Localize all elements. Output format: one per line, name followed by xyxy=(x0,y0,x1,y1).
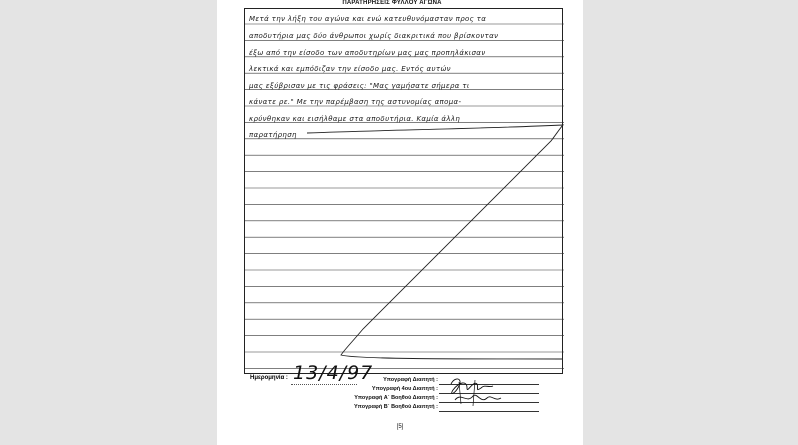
remarks-box xyxy=(244,8,563,374)
remarks-line: κάνατε ρε." Με την παρέμβαση της αστυνομίας απομα- xyxy=(249,98,462,106)
remarks-line: παρατήρηση xyxy=(249,131,297,139)
fourth-official-signature-label: Υπογραφή 4ου Διαιτητή : xyxy=(371,386,438,392)
remarks-line: αποδυτήρια μας δύο άνθρωποι χωρίς διακριτικά που βρίσκονταν xyxy=(249,32,499,40)
assistant-a-signature-label: Υπογραφή Α΄ Βοηθού Διαιτητή : xyxy=(354,395,438,401)
page-title: ΠΑΡΑΤΗΡΗΣΕΙΣ ΦΥΛΛΟΥ ΑΓΩΝΑ xyxy=(342,0,442,6)
remarks-line: μας εξύβρισαν με τις φράσεις: "Μας γαμήσατε σήμερα τι xyxy=(249,82,470,90)
assistant-b-signature-label: Υπογραφή Β΄ Βοηθού Διαιτητή : xyxy=(353,404,438,410)
remarks-line: έξω από την είσοδο των αποδυτηρίων μας μας προπηλάκισαν xyxy=(249,49,486,57)
match-report-page xyxy=(217,0,583,445)
signature-labels xyxy=(337,376,438,412)
remarks-line: Μετά την λήξη του αγώνα και ενώ κατευθυνόμασταν προς τα xyxy=(249,15,487,23)
page-number: [5] xyxy=(396,424,404,430)
date-value: 13/4/97 xyxy=(293,362,374,384)
remarks-line: λεκτικά και εμπόδιζαν την είσοδο μας. Εντός αυτών xyxy=(249,65,451,73)
cancellation-stroke xyxy=(245,9,564,375)
handwritten-signature xyxy=(445,374,505,410)
remarks-line: κρύνθηκαν και εισήλθαμε στα αποδυτήρια. Καμία άλλη xyxy=(249,115,461,123)
referee-signature-label: Υπογραφή Διαιτητή : xyxy=(383,377,438,383)
date-label: Ημερομηνία : xyxy=(250,375,288,381)
